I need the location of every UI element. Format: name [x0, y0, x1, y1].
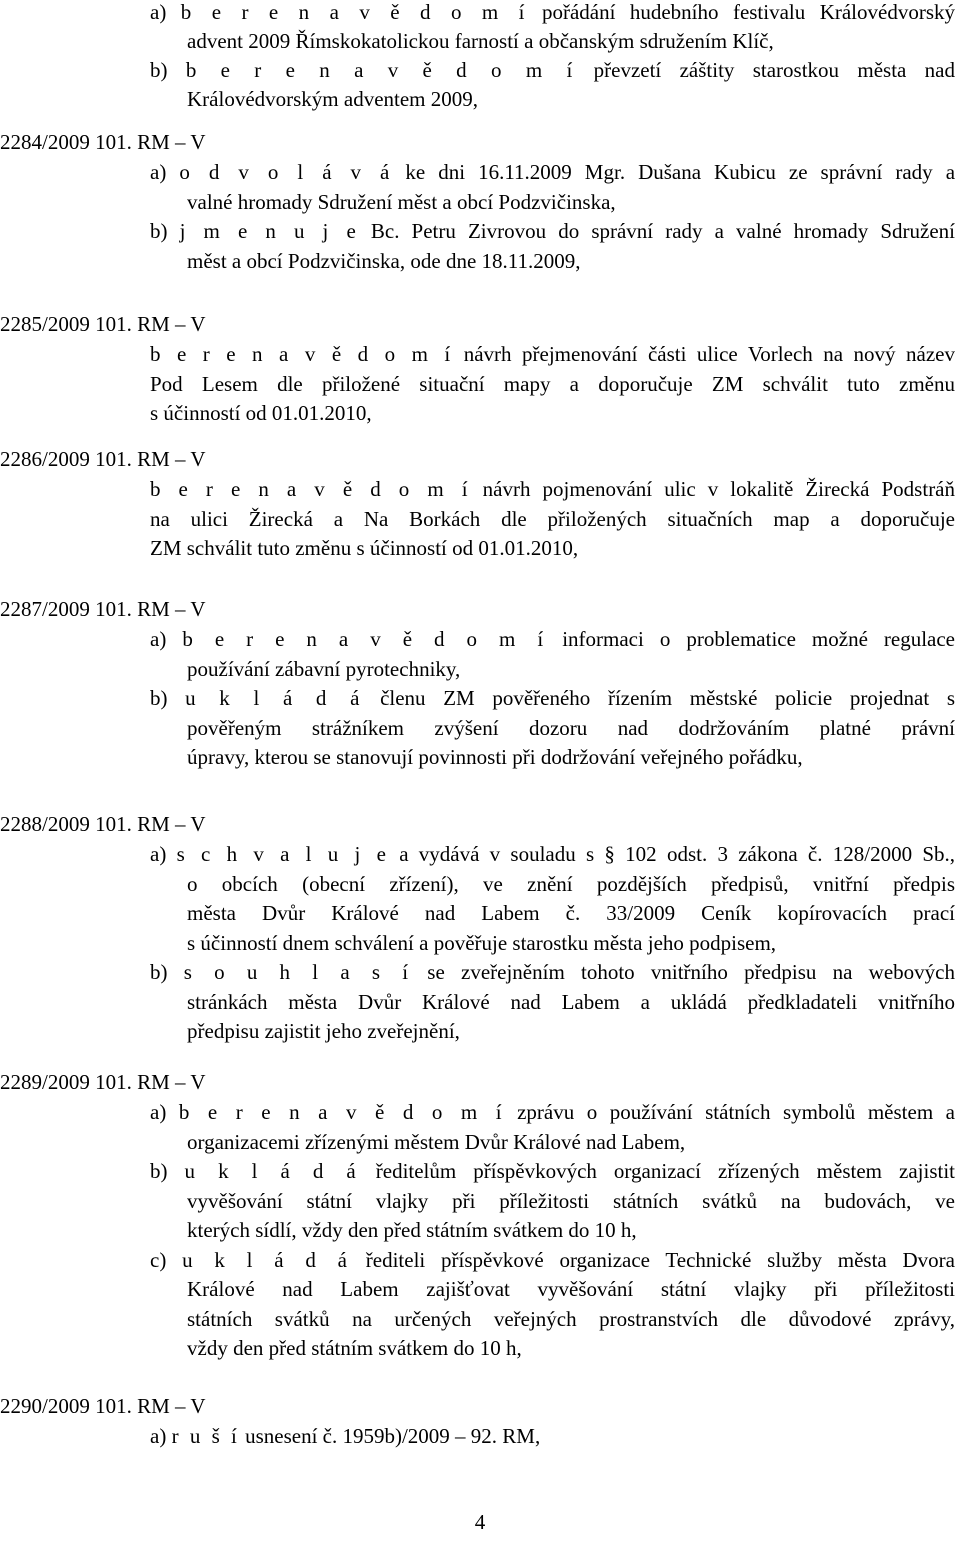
item-verb: b e r e n a v ě d o m í	[180, 0, 528, 24]
resolution-heading	[0, 597, 206, 621]
item-verb: u k l á d á	[182, 1247, 350, 1272]
resolution-item-line	[150, 960, 955, 984]
item-verb: b e r e n a v ě d o m í	[150, 477, 471, 501]
resolution-item-line	[187, 1277, 955, 1301]
item-text: advent 2009 Římskokatolickou farností a občanským sdružením Klíč,	[187, 29, 774, 53]
item-verb: o d v o l á v á	[179, 160, 393, 184]
item-label: c)	[150, 1247, 167, 1272]
item-text: návrh pojmenování ulic v lokalitě Žirecká Podstráň	[482, 477, 956, 501]
resolution-number: 2287/2009 101. RM – V	[0, 597, 206, 621]
item-text: se zveřejněním tohoto vnitřního předpisu na webových	[427, 960, 955, 984]
item-label: a)	[150, 1424, 167, 1448]
resolution-heading	[0, 1394, 206, 1418]
item-text: zprávu o používání státních symbolů městem a	[517, 1100, 955, 1124]
item-text: ZM schválit tuto změnu s účinností od 01.01.2010,	[150, 536, 579, 560]
resolution-item-line	[150, 1424, 540, 1448]
item-label: b)	[150, 58, 168, 82]
resolution-heading	[0, 447, 206, 471]
resolution-item-line	[187, 1336, 522, 1360]
item-label: a)	[150, 0, 167, 24]
resolution-item-line	[150, 58, 955, 82]
resolution-item-line	[150, 1248, 955, 1272]
resolution-item-line	[187, 716, 955, 740]
resolution-item-line	[150, 1159, 955, 1183]
resolution-item-line	[150, 160, 955, 184]
resolution-item-line	[150, 507, 955, 531]
item-verb: b e r e n a v ě d o m í	[150, 342, 454, 366]
resolution-item-line	[187, 1189, 955, 1213]
item-text: předpisu zajistit jeho zveřejnění,	[187, 1019, 460, 1043]
item-text: valné hromady Sdružení měst a obcí Podzvičinska,	[187, 189, 616, 214]
resolution-item-line	[150, 842, 955, 866]
item-text: měst a obcí Podzvičinska, ode dne 18.11.2009,	[187, 248, 581, 273]
item-verb: b e r e n a v ě d o m í	[182, 627, 547, 651]
resolution-number: 2288/2009 101. RM – V	[0, 812, 206, 836]
item-text: používání zábavní pyrotechniky,	[187, 656, 461, 681]
resolution-item-line	[150, 627, 955, 651]
item-text: vždy den před státním svátkem do 10 h,	[187, 1336, 522, 1360]
resolution-item-line	[150, 0, 955, 24]
resolution-item-line	[187, 29, 774, 53]
resolution-item-line	[187, 901, 955, 925]
item-text: návrh přejmenování části ulice Vorlech na nový název	[463, 342, 955, 366]
resolution-item-line	[150, 477, 955, 501]
item-text: ke dni 16.11.2009 Mgr. Dušana Kubicu ze správní rady a	[405, 160, 956, 184]
item-verb: j m e n u j e	[179, 219, 359, 243]
resolution-item-line	[150, 219, 955, 243]
resolution-number: 2286/2009 101. RM – V	[0, 447, 206, 471]
item-text: informaci o problematice možné regulace	[562, 627, 956, 651]
resolution-item-line	[187, 657, 460, 681]
item-text: Bc. Petru Zivrovou do správní rady a valné hromady Sdružení	[370, 219, 955, 243]
item-verb: r u š í	[171, 1424, 240, 1448]
resolution-item-line	[187, 745, 803, 769]
resolution-heading	[0, 1070, 206, 1094]
item-text: pořádání hudebního festivalu Královédvorský	[541, 0, 955, 24]
resolution-heading	[0, 812, 206, 836]
item-text: Králové nad Labem zajišťovat vyvěšování státní vlajky při příležitosti	[187, 1277, 955, 1301]
resolution-item-line	[187, 872, 955, 896]
item-text: Pod Lesem dle přiložené situační mapy a doporučuje ZM schválit tuto změnu	[150, 371, 955, 396]
item-label: b)	[150, 960, 168, 984]
item-label: b)	[150, 1159, 168, 1183]
item-verb: s o u h l a s í	[183, 960, 412, 984]
item-label: a)	[150, 842, 167, 866]
item-text: ředitelům příspěvkových organizací zřízených městem zajistit	[375, 1159, 956, 1183]
page-number: 4	[474, 1510, 486, 1534]
resolution-item-line	[187, 990, 955, 1014]
item-text: o obcích (obecní zřízení), ve znění pozdějších předpisů, vnitřní předpis	[187, 871, 955, 896]
resolution-item-line	[150, 1100, 955, 1124]
resolution-item-line	[150, 536, 578, 560]
item-text: kterých sídlí, vždy den před státním svátkem do 10 h,	[187, 1218, 637, 1242]
item-verb: s c h v a l u j e	[176, 842, 389, 866]
item-text: města Dvůr Králové nad Labem č. 33/2009 Ceník kopírovacích prací	[187, 901, 955, 925]
item-text: stránkách města Dvůr Králové nad Labem a ukládá předkladateli vnitřního	[187, 989, 955, 1014]
resolution-number: 2289/2009 101. RM – V	[0, 1070, 206, 1094]
item-text: s účinností od 01.01.2010,	[150, 401, 372, 425]
resolution-item-line	[150, 401, 372, 425]
resolution-item-line	[187, 1130, 685, 1154]
resolution-number: 2285/2009 101. RM – V	[0, 312, 206, 336]
item-verb: u k l á d á	[184, 1159, 359, 1183]
item-text: státních svátků na určených veřejných prostranstvích dle důvodové zprávy,	[187, 1306, 955, 1331]
resolution-item-line	[150, 342, 955, 366]
item-label: b)	[150, 219, 168, 243]
item-text: s účinností dnem schválení a pověřuje starostku města jeho podpisem,	[187, 930, 777, 955]
resolution-item-line	[187, 931, 776, 955]
item-text: členu ZM pověřeného řízením městské policie projednat s	[380, 686, 955, 710]
item-text: vyvěšování státní vlajky při příležitosti státních svátků na budovách, ve	[187, 1188, 955, 1213]
item-text: řediteli příspěvkové organizace Technické služby města Dvora	[365, 1247, 955, 1272]
resolution-item-line	[187, 1307, 955, 1331]
item-label: a)	[150, 1100, 167, 1124]
item-verb: b e r e n a v ě d o m í	[178, 1100, 505, 1124]
item-text: usnesení č. 1959b)/2009 – 92. RM,	[245, 1424, 541, 1448]
item-text: na ulici Žirecká a Na Borkách dle přiložených situačních map a doporučuje	[150, 506, 955, 531]
item-verb: b e r e n a v ě d o m í	[185, 58, 576, 82]
resolution-item-line	[150, 372, 955, 396]
resolution-item-line	[187, 1218, 637, 1242]
item-text: úpravy, kterou se stanovují povinnosti při dodržování veřejného pořádku,	[187, 745, 803, 769]
resolution-item-line	[187, 1019, 460, 1043]
item-label: b)	[150, 686, 168, 710]
item-text: pověřeným strážníkem zvýšení dozoru nad dodržováním platné právní	[187, 715, 955, 740]
item-label: a)	[150, 160, 167, 184]
resolution-heading	[0, 130, 206, 154]
resolution-item-line	[187, 190, 616, 214]
resolution-number: 2284/2009 101. RM – V	[0, 130, 206, 154]
resolution-item-line	[187, 249, 580, 273]
resolution-item-line	[150, 686, 955, 710]
item-label: a)	[150, 627, 167, 651]
resolution-item-line	[187, 87, 478, 111]
resolution-heading	[0, 312, 206, 336]
item-text: a vydává v souladu s § 102 odst. 3 zákona č. 128/2000 Sb.,	[399, 842, 956, 866]
resolution-number: 2290/2009 101. RM – V	[0, 1394, 206, 1418]
item-text: organizacemi zřízenými městem Dvůr Králové nad Labem,	[187, 1129, 686, 1154]
item-verb: u k l á d á	[185, 686, 363, 710]
item-text: Královédvorským adventem 2009,	[187, 87, 479, 111]
item-text: převzetí záštity starostkou města nad	[593, 58, 956, 82]
